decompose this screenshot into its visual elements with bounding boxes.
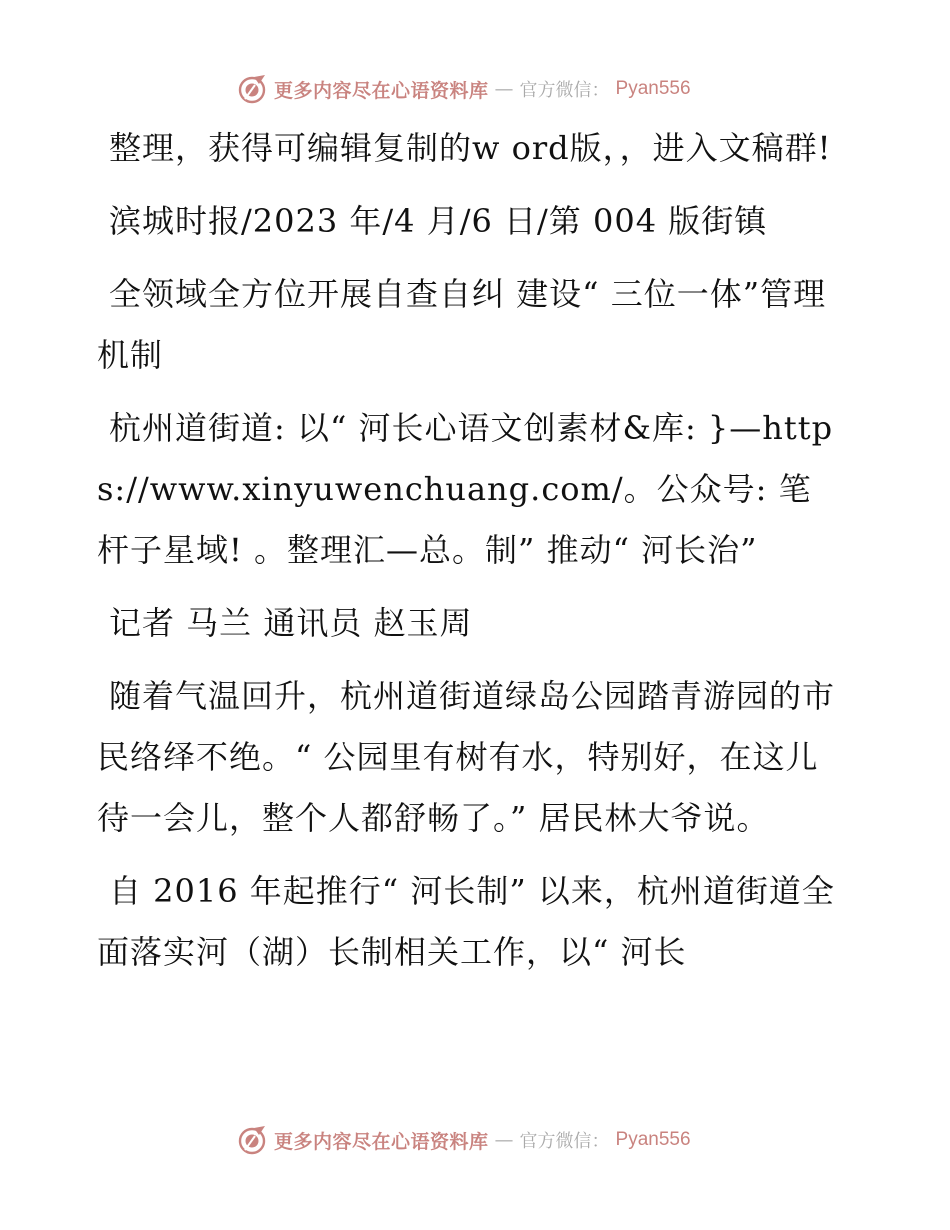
watermark-wechat-id: Pyan556 <box>615 78 691 99</box>
quill-logo-icon <box>236 73 268 105</box>
quill-logo-icon <box>236 1124 268 1156</box>
watermark-wechat-label: 官方微信： <box>519 1131 610 1152</box>
paragraph-body-1: 随着气温回升，杭州道街道绿岛公园踏青游园的市民络绎不绝。“ 公园里有树有水，特别好，在这儿待一会儿，整个人都舒畅了。” 居民林大爷说。 <box>97 677 836 837</box>
footer-watermark <box>236 1123 716 1157</box>
paragraph-source: 滨城时报/2023 年/4 月/6 日/第 004 版街镇 <box>109 202 768 240</box>
paragraph-body-2: 自 2016 年起推行“ 河长制” 以来，杭州道街道全面落实河（湖）长制相关工作，以“ 河长 <box>97 872 835 971</box>
paragraph-subheadline: 杭州道街道: 以“ 河长心语文创素材&库: }—https://www.xinyuwenchuang.com/。公众号: 笔杆子星域! 。整理汇—总。制” 推动“ 河长治” <box>97 409 834 569</box>
watermark-main-text: 更多内容尽在心语资料库 <box>274 79 489 102</box>
document-body <box>97 118 837 995</box>
watermark-wechat-label: 官方微信： <box>519 80 610 101</box>
header-watermark <box>236 72 716 106</box>
watermark-dash: — <box>494 1129 514 1151</box>
paragraph-headline: 全领域全方位开展自查自纠 建设“ 三位一体”管理机制 <box>97 275 827 374</box>
watermark-main-text: 更多内容尽在心语资料库 <box>274 1130 489 1153</box>
paragraph-intro: 整理，获得可编辑复制的w ord版，，进入文稿群! <box>109 129 832 167</box>
paragraph-byline: 记者 马兰 通讯员 赵玉周 <box>109 604 473 642</box>
watermark-wechat-id: Pyan556 <box>615 1129 691 1150</box>
watermark-dash: — <box>494 78 514 100</box>
